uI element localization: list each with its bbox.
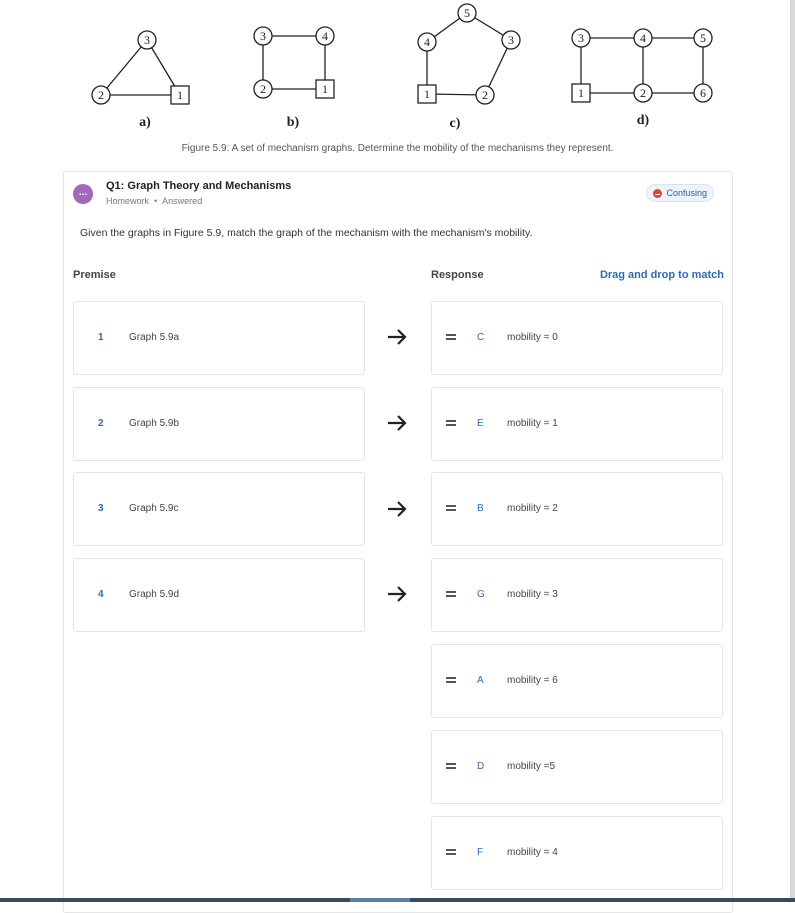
response-item[interactable]: [431, 387, 723, 461]
response-letter: G: [477, 589, 485, 600]
response-letter: C: [477, 332, 485, 343]
premise-label: Graph 5.9d: [129, 589, 180, 600]
node-d-4: 4: [640, 31, 646, 45]
node-b-3: 3: [260, 29, 266, 43]
premise-number: 3: [98, 503, 104, 514]
response-text: mobility = 1: [507, 418, 558, 429]
node-b-2: 2: [260, 82, 266, 96]
node-d-6: 6: [700, 86, 706, 100]
response-item[interactable]: [431, 816, 723, 890]
response-text: mobility = 2: [507, 503, 558, 514]
node-b-1: 1: [322, 82, 328, 96]
premise-number: 2: [98, 418, 104, 429]
premise-label: Graph 5.9a: [129, 332, 180, 343]
drag-handle-icon[interactable]: [446, 849, 456, 857]
drag-handle-icon[interactable]: [446, 591, 456, 599]
response-text: mobility =5: [507, 761, 556, 772]
question-meta: [106, 196, 202, 206]
node-c-2: 2: [482, 88, 488, 102]
node-d-5: 5: [700, 31, 706, 45]
premise-number: 4: [98, 589, 104, 600]
response-text: mobility = 0: [507, 332, 558, 343]
response-letter: B: [477, 503, 484, 514]
subfigure-label-b: b): [286, 115, 300, 130]
node-d-1: 1: [578, 86, 584, 100]
premise-item: [73, 387, 365, 461]
node-b-4: 4: [322, 29, 328, 43]
response-column-header: Response: [431, 269, 484, 281]
page-scroll-edge: [790, 0, 795, 902]
response-item[interactable]: [431, 730, 723, 804]
node-d-2: 2: [640, 86, 646, 100]
node-a-2: 2: [98, 88, 104, 102]
right-arrow-icon: [386, 584, 408, 604]
question-title: Q1: Graph Theory and Mechanisms: [106, 180, 292, 192]
confusing-badge-label: Confusing: [666, 188, 707, 198]
speech-bubble-icon: ...: [73, 184, 93, 204]
node-c-3: 3: [508, 33, 514, 47]
premise-item: [73, 472, 365, 546]
response-letter: F: [477, 847, 484, 858]
right-arrow-icon: [386, 327, 408, 347]
question-card: [63, 171, 733, 913]
figure-5-9: [0, 0, 795, 160]
node-d-3: 3: [578, 31, 584, 45]
right-arrow-icon: [386, 499, 408, 519]
node-c-4: 4: [424, 35, 430, 49]
subfigure-label-a: a): [139, 115, 151, 130]
response-item[interactable]: [431, 558, 723, 632]
drag-handle-icon[interactable]: [446, 334, 456, 342]
response-item[interactable]: [431, 301, 723, 375]
question-type: Homework: [106, 196, 150, 206]
right-arrow-icon: [386, 413, 408, 433]
premise-label: Graph 5.9c: [129, 503, 179, 514]
drag-handle-icon[interactable]: [446, 763, 456, 771]
node-a-3: 3: [144, 33, 150, 47]
separator-dot: •: [154, 196, 158, 206]
drag-handle-icon[interactable]: [446, 505, 456, 513]
premise-item: [73, 558, 365, 632]
node-c-5: 5: [464, 6, 470, 20]
premise-number: 1: [98, 332, 104, 343]
premise-item: [73, 301, 365, 375]
drag-handle-icon[interactable]: [446, 677, 456, 685]
node-a-1: 1: [177, 88, 183, 102]
figure-caption: Figure 5.9: A set of mechanism graphs. Determine the mobility of the mechanisms they represent.: [181, 143, 614, 154]
response-item[interactable]: [431, 472, 723, 546]
response-text: mobility = 6: [507, 675, 558, 686]
response-item[interactable]: [431, 644, 723, 718]
response-letter: E: [477, 418, 484, 429]
confusing-badge[interactable]: [646, 184, 714, 202]
bottom-bar-accent: [350, 898, 410, 902]
node-c-1: 1: [424, 87, 430, 101]
response-text: mobility = 4: [507, 847, 558, 858]
mechanism-graphs-figure: [0, 0, 795, 140]
sad-face-icon: [653, 189, 662, 198]
bottom-bar: [0, 898, 795, 902]
response-text: mobility = 3: [507, 589, 558, 600]
premise-column-header: Premise: [73, 269, 116, 281]
response-letter: A: [477, 675, 484, 686]
question-status: Answered: [162, 196, 203, 206]
subfigure-label-d: d): [636, 113, 650, 128]
drag-drop-hint: Drag and drop to match: [599, 269, 724, 281]
drag-handle-icon[interactable]: [446, 420, 456, 428]
subfigure-label-c: c): [449, 116, 461, 131]
premise-label: Graph 5.9b: [129, 418, 180, 429]
question-prompt: Given the graphs in Figure 5.9, match the graph of the mechanism with the mechanism's mobility.: [80, 227, 533, 239]
response-letter: D: [477, 761, 485, 772]
